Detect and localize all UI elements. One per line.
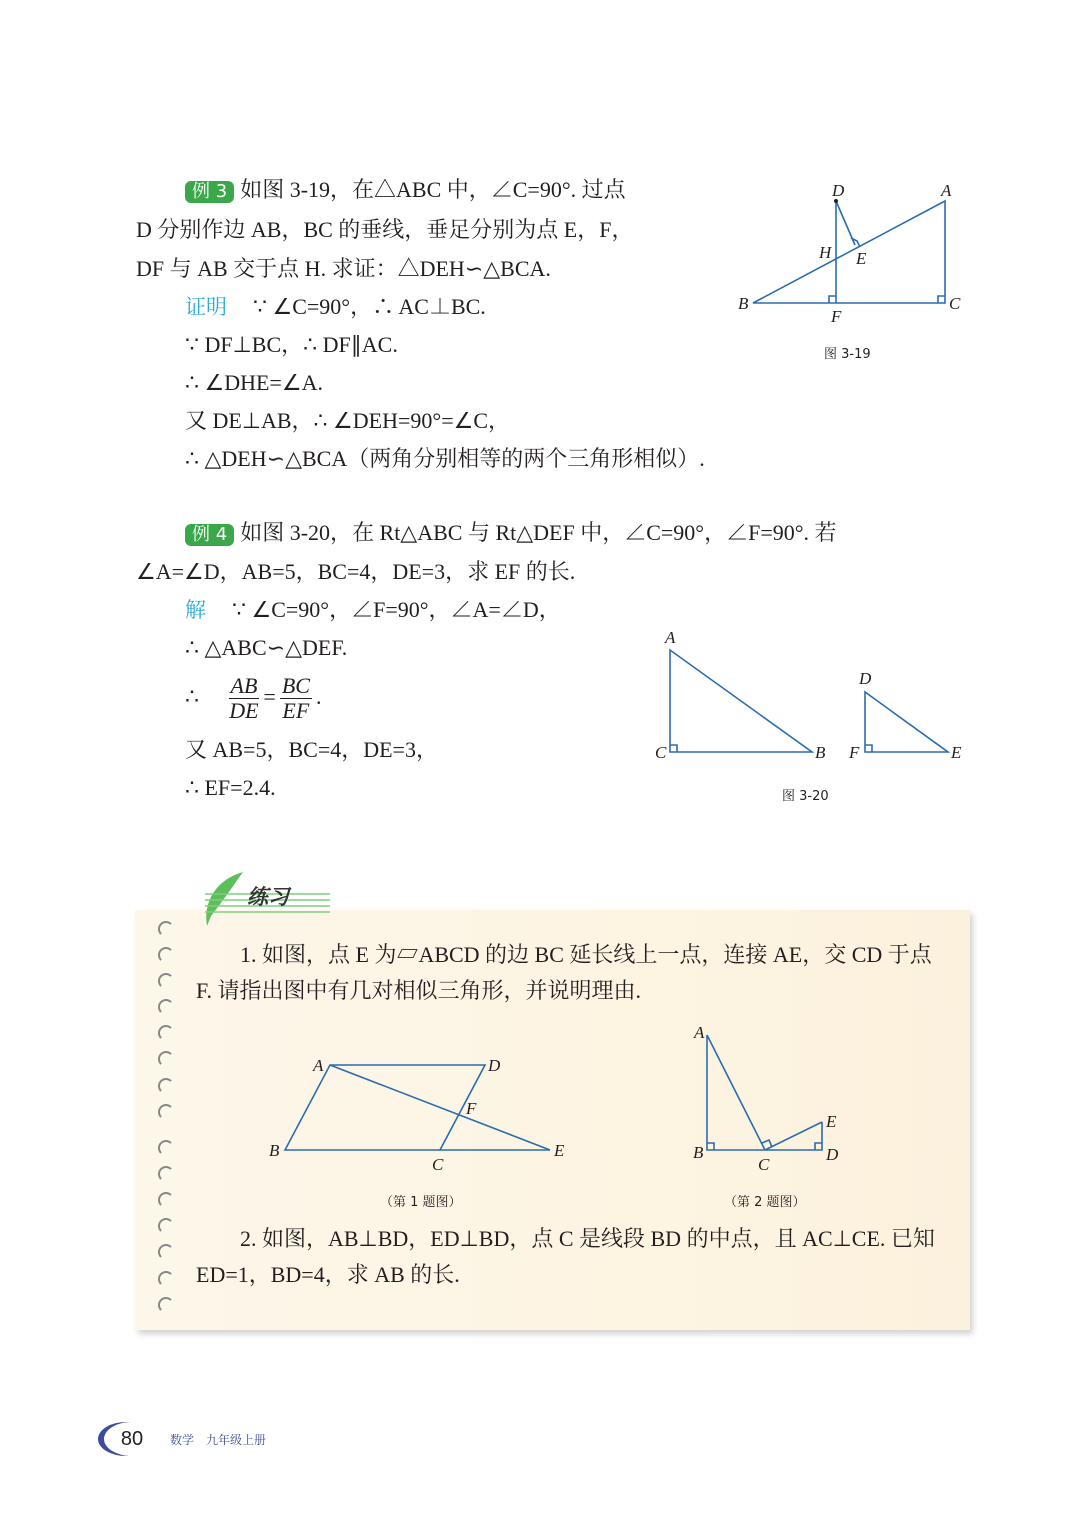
text: ∵ ∠C=90°，∴ AC⊥BC. <box>253 294 486 319</box>
label-H: H <box>819 243 832 262</box>
page-number: 80 <box>104 1422 160 1456</box>
label-A: A <box>665 628 676 647</box>
label-C: C <box>655 743 667 762</box>
equals: = <box>263 684 276 709</box>
label-A: A <box>313 1056 324 1075</box>
therefore: ∴ <box>185 684 199 709</box>
figure-caption: （第 1 题图） <box>380 1195 462 1210</box>
label-B: B <box>269 1141 280 1160</box>
label-E: E <box>951 743 962 762</box>
example3-line-3: DF 与 AB 交于点 H. 求证：△DEH∽△BCA. <box>136 256 551 281</box>
label-C: C <box>949 294 961 313</box>
label-D: D <box>832 181 845 200</box>
example3-line-2: D 分别作边 AB，BC 的垂线，垂足分别为点 E，F， <box>136 217 634 242</box>
solution-line-2: ∴ △ABC∽△DEF. <box>185 635 348 660</box>
text: 如图 3-20，在 Rt△ABC 与 Rt△DEF 中，∠C=90°，∠F=90°. 若 <box>240 520 837 545</box>
proof-line-5: ∴ △DEH∽△BCA（两角分别相等的两个三角形相似）. <box>185 446 705 471</box>
denominator: DE <box>229 698 259 724</box>
example3-tag: 例 3 <box>185 181 234 203</box>
question-2-line-2: ED=1，BD=4，求 AB 的长. <box>196 1262 460 1287</box>
figure-caption: （第 2 题图） <box>724 1195 806 1210</box>
label-E: E <box>856 249 867 268</box>
text: 如图 3-19，在△ABC 中，∠C=90°. 过点 <box>240 177 626 202</box>
label-E: E <box>826 1112 837 1131</box>
denominator: EF <box>282 698 310 724</box>
numerator: AB <box>230 673 258 699</box>
book-title: 数学 九年级上册 <box>170 1433 267 1447</box>
proof-line-2: ∵ DF⊥BC，∴ DF∥AC. <box>185 332 398 357</box>
label-F: F <box>831 307 842 326</box>
label-A: A <box>941 181 952 200</box>
proof-line-3: ∴ ∠DHE=∠A. <box>185 370 323 395</box>
solution-line-5: ∴ EF=2.4. <box>185 775 276 800</box>
figure-q2 <box>707 1035 822 1150</box>
label-D: D <box>826 1145 839 1164</box>
text: ∵ ∠C=90°，∠F=90°，∠A=∠D， <box>232 597 561 622</box>
practice-title: 练习 <box>247 885 289 909</box>
example4-line-2: ∠A=∠D，AB=5，BC=4，DE=3，求 EF 的长. <box>136 559 576 584</box>
label-F: F <box>849 743 860 762</box>
question-1-line-2: F. 请指出图中有几对相似三角形，并说明理由. <box>196 978 641 1003</box>
question-2-line-1: 2. 如图，AB⊥BD，ED⊥BD，点 C 是线段 BD 的中点，且 AC⊥CE. 已知 <box>240 1226 935 1251</box>
label-D: D <box>859 669 872 688</box>
proof-line-4: 又 DE⊥AB，∴ ∠DEH=90°=∠C， <box>185 408 510 433</box>
figure-caption: 图 3-20 <box>782 789 829 804</box>
figure-q1 <box>285 1065 550 1150</box>
solution-line-4: 又 AB=5，BC=4，DE=3， <box>185 737 438 762</box>
example4-tag: 例 4 <box>185 524 234 546</box>
label-D: D <box>488 1056 501 1075</box>
label-F: F <box>466 1099 477 1118</box>
proof-label: 证明 <box>185 295 227 319</box>
label-E: E <box>554 1141 565 1160</box>
label-C: C <box>432 1155 444 1174</box>
figure-caption: 图 3-19 <box>824 347 871 362</box>
question-1-line-1: 1. 如图，点 E 为▱ABCD 的边 BC 延长线上一点，连接 AE，交 CD 于点 <box>240 942 932 967</box>
label-B: B <box>693 1143 704 1162</box>
label-A: A <box>694 1023 705 1042</box>
label-B: B <box>815 743 826 762</box>
period: . <box>315 684 322 709</box>
solution-label: 解 <box>185 598 206 622</box>
label-B: B <box>738 294 749 313</box>
numerator: BC <box>281 673 310 699</box>
label-C: C <box>758 1155 770 1174</box>
